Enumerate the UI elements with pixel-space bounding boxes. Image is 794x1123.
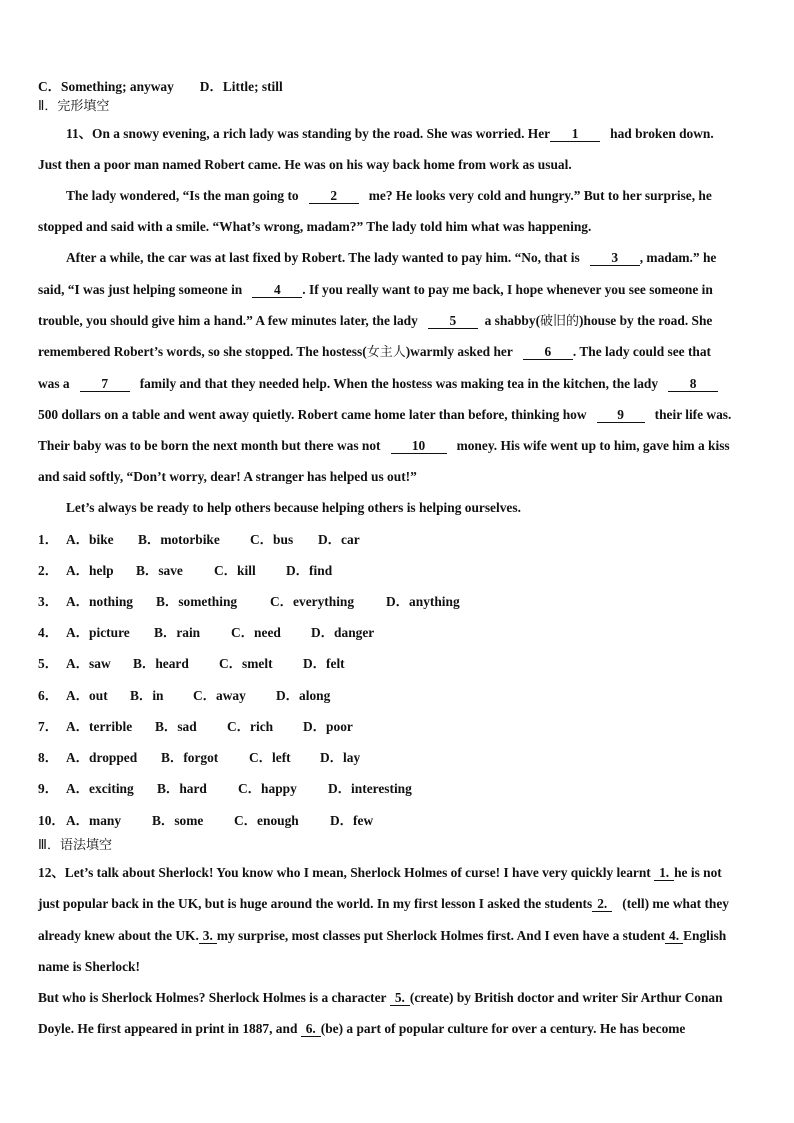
- blank-4: 4: [252, 283, 302, 298]
- passage-line: said, “I was just helping someone in 4 . If you really want to pay me back, I hope whenever you see someone in: [38, 282, 713, 297]
- question-options: 3． A．nothing B．something C．everything D．anything: [38, 594, 460, 609]
- passage-line: stopped and said with a smile. “What’s wrong, madam?” The lady told him what was happening.: [38, 219, 592, 234]
- passage-line: Just then a poor man named Robert came. He was on his way back home from work as usual.: [38, 157, 572, 172]
- passage-line: Let’s always be ready to help others because helping others is helping ourselves.: [66, 500, 521, 515]
- blank-12-6: 6.: [301, 1022, 321, 1037]
- blank-3: 3: [590, 251, 640, 266]
- blank-12-1: 1.: [654, 866, 674, 881]
- section-heading-grammar: Ⅲ．语法填空: [38, 838, 112, 853]
- blank-8: 8: [668, 377, 718, 392]
- blank-9: 9: [597, 408, 645, 423]
- blank-12-2: 2.: [592, 897, 612, 912]
- blank-2: 2: [309, 189, 359, 204]
- previous-question-options: [38, 78, 283, 96]
- passage-line: But who is Sherlock Holmes? Sherlock Holmes is a character 5. (create) by British doctor and writer Sir Arthur Conan: [38, 990, 723, 1005]
- passage-line: After a while, the car was at last fixed by Robert. The lady wanted to pay him. “No, that is 3 , madam.” he: [66, 250, 717, 265]
- question-options: 10．A．many B．some C．enough D．few: [38, 813, 374, 828]
- question-options: 9． A．exciting B．hard C．happy D．interesting: [38, 781, 412, 796]
- passage-line: 500 dollars on a table and went away quietly. Robert came home later than before, thinking how 9 their life was.: [38, 407, 732, 422]
- passage-line: and said softly, “Don’t worry, dear! A stranger has helped us out!”: [38, 469, 417, 484]
- question-options: 6． A．out B．in C．away D．along: [38, 688, 331, 703]
- passage-line: Doyle. He first appeared in print in 1887, and 6. (be) a part of popular culture for over a century. He has become: [38, 1021, 686, 1036]
- passage-line: 11、On a snowy evening, a rich lady was standing by the road. She was worried. Her 1 had broken down.: [66, 126, 714, 141]
- blank-12-4: 4.: [665, 929, 683, 944]
- question-options: 8． A．dropped B．forgot C．left D．lay: [38, 750, 361, 765]
- blank-5: 5: [428, 314, 478, 329]
- question-options: 5． A．saw B．heard C．smelt D．felt: [38, 656, 345, 671]
- blank-6: 6: [523, 345, 573, 360]
- passage-line: Their baby was to be born the next month but there was not 10 money. His wife went up to him, gave him a kiss: [38, 438, 730, 453]
- passage-line: trouble, you should give him a hand.” A few minutes later, the lady 5 a shabby(破旧的)house by the road. She: [38, 313, 713, 329]
- passage-line: just popular back in the UK, but is huge around the world. In my first lesson I asked the students 2. (tell) me what they: [38, 896, 729, 911]
- passage-line: The lady wondered, “Is the man going to 2 me? He looks very cold and hungry.” But to her surprise, he: [66, 188, 712, 203]
- blank-1: 1: [550, 127, 600, 142]
- blank-7: 7: [80, 377, 130, 392]
- passage-line: name is Sherlock!: [38, 959, 140, 974]
- passage-line: 12、Let’s talk about Sherlock! You know who I mean, Sherlock Holmes of curse! I have very quickly learnt 1. he is not: [38, 865, 722, 880]
- section-heading-cloze: Ⅱ．完形填空: [38, 99, 110, 114]
- question-options: 2． A．help B．save C．kill D．find: [38, 563, 333, 578]
- blank-12-5: 5.: [390, 991, 410, 1006]
- passage-line: remembered Robert’s words, so she stopped. The hostess(女主人)warmly asked her 6 . The lady could see that: [38, 344, 712, 360]
- blank-10: 10: [391, 439, 447, 454]
- option-c: C．Something; anyway: [38, 79, 174, 94]
- passage-line: was a 7 family and that they needed help. When the hostess was making tea in the kitchen, the lady 8: [38, 375, 718, 393]
- option-d: D．Little; still: [199, 79, 283, 94]
- question-options: 4． A．picture B．rain C．need D．danger: [38, 625, 375, 640]
- question-options: 1． A．bike B．motorbike C．bus D．car: [38, 532, 360, 547]
- passage-line: already knew about the UK. 3. my surprise, most classes put Sherlock Holmes first. And I even have a student 4. English: [38, 928, 727, 943]
- question-options: 7． A．terrible B．sad C．rich D．poor: [38, 719, 353, 734]
- blank-12-3: 3.: [199, 929, 217, 944]
